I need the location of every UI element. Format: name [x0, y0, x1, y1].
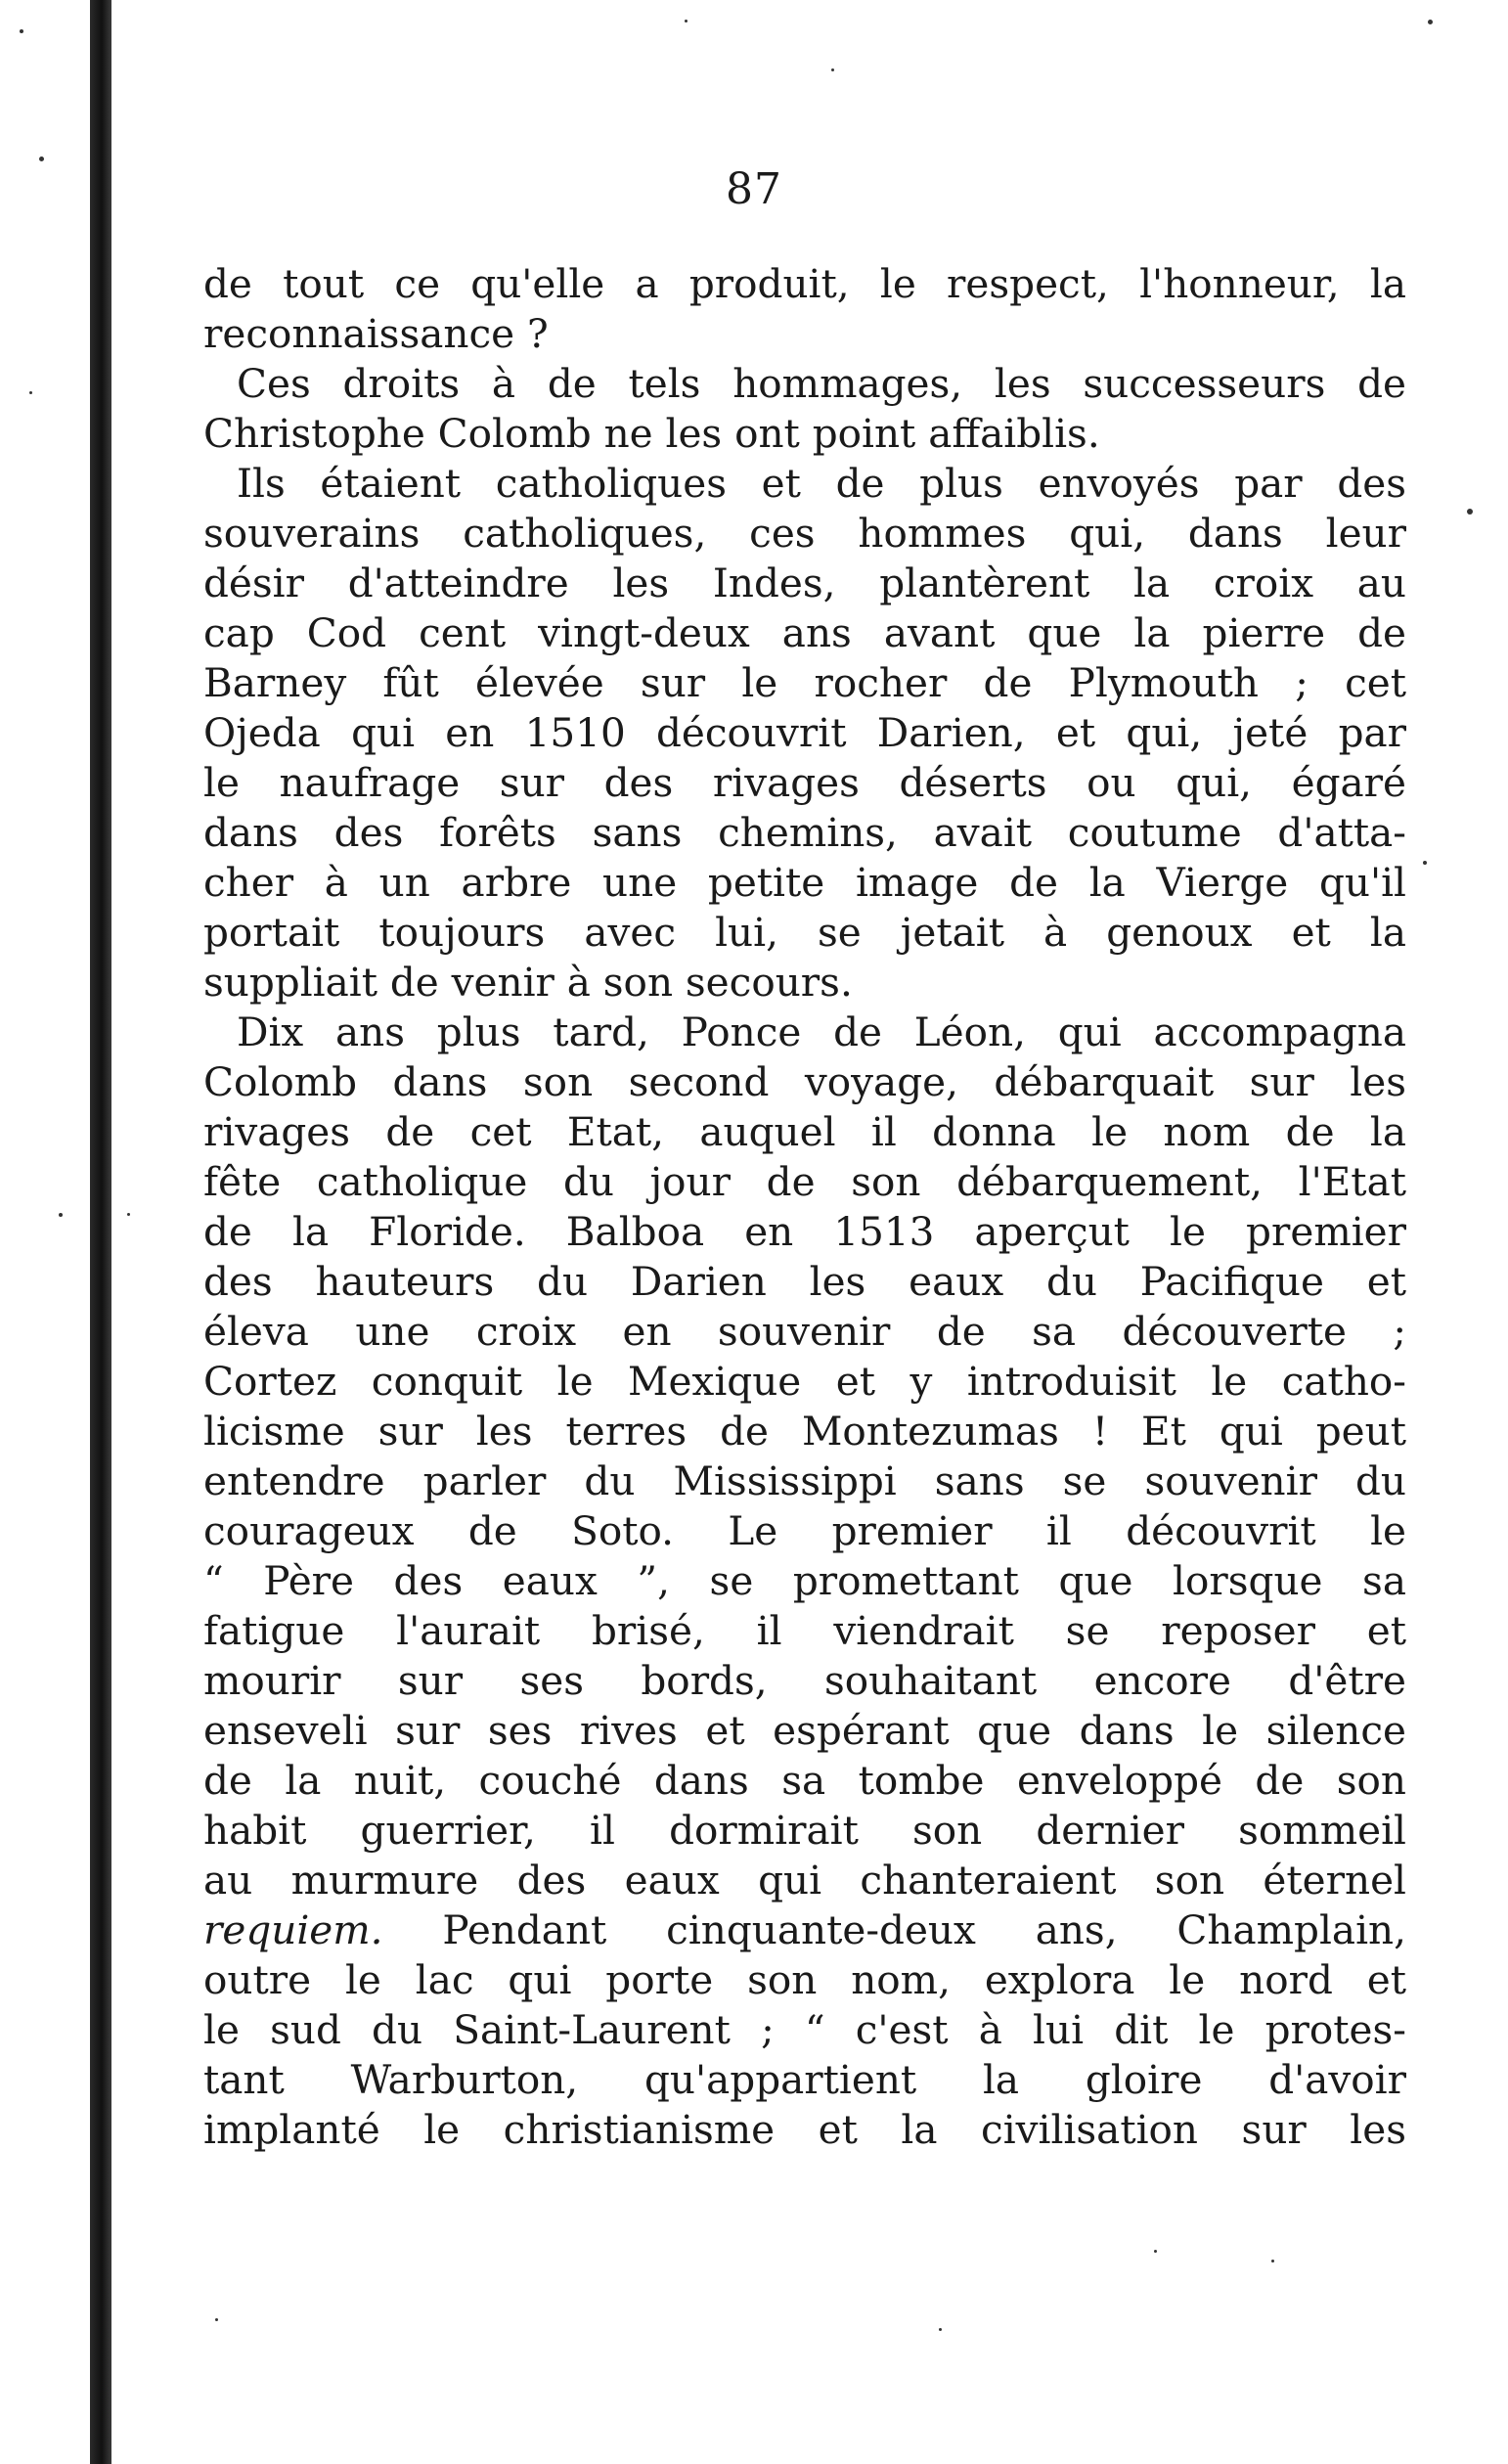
text-line: désir d'atteindre les Indes, plantèrent la croix au — [203, 560, 1406, 606]
text-line: fatigue l'aurait brisé, il viendrait se reposer et — [203, 1607, 1406, 1654]
scan-speck — [1467, 509, 1473, 515]
italic-word: requiem. — [203, 1906, 383, 1953]
scan-speck — [939, 2328, 942, 2331]
text-line: rivages de cet Etat, auquel il donna le nom de la — [203, 1108, 1406, 1155]
text-line: cap Cod cent vingt-deux ans avant que la pierre de — [203, 609, 1406, 656]
text-line: Dix ans plus tard, Ponce de Léon, qui accompagna — [237, 1008, 1406, 1055]
scan-speck — [1271, 2260, 1274, 2262]
page-number: 87 — [726, 164, 782, 214]
scan-speck — [1423, 861, 1427, 865]
scan-speck — [1154, 2250, 1157, 2253]
text-line: de la nuit, couché dans sa tombe enveloppé de son — [203, 1757, 1406, 1804]
text-line: souverains catholiques, ces hommes qui, dans leur — [203, 510, 1406, 557]
text-line: fête catholique du jour de son débarquement, l'Etat — [203, 1158, 1406, 1205]
text-line: reconnaissance ? — [203, 310, 549, 357]
text-line: entendre parler du Mississippi sans se souvenir du — [203, 1457, 1406, 1504]
text-line: Christophe Colomb ne les ont point affaiblis. — [203, 410, 1100, 457]
text-line: de la Floride. Balboa en 1513 aperçut le premier — [203, 1208, 1406, 1255]
text-line: implanté le christianisme et la civilisation sur les — [203, 2106, 1406, 2153]
scan-speck — [685, 20, 687, 22]
scan-speck — [59, 1213, 63, 1217]
text-line: dans des forêts sans chemins, avait coutume d'atta- — [203, 809, 1406, 856]
scan-speck — [831, 68, 834, 71]
text-line: éleva une croix en souvenir de sa découverte ; — [203, 1308, 1406, 1355]
text-line: tant Warburton, qu'appartient la gloire d'avoir — [203, 2056, 1406, 2103]
page-text-body — [203, 259, 1406, 2155]
text-line: Ils étaient catholiques et de plus envoyés par des — [237, 460, 1406, 507]
page-binding-edge — [90, 0, 111, 2464]
text-line: mourir sur ses bords, souhaitant encore d'être — [203, 1657, 1406, 1704]
text-line: Ojeda qui en 1510 découvrit Darien, et qui, jeté par — [203, 709, 1406, 756]
text-line: courageux de Soto. Le premier il découvrit le — [203, 1507, 1406, 1554]
scan-speck — [1428, 20, 1433, 24]
text-line: licisme sur les terres de Montezumas ! Et qui peut — [203, 1408, 1406, 1455]
text-line: Ces droits à de tels hommages, les successeurs de — [237, 360, 1406, 407]
text-line: le sud du Saint-Laurent ; “ c'est à lui dit le protes- — [203, 2006, 1406, 2053]
text-line: habit guerrier, il dormirait son dernier sommeil — [203, 1807, 1406, 1854]
text-line: requiem. Pendant cinquante-deux ans, Champlain, — [203, 1906, 1406, 1953]
text-line: outre le lac qui porte son nom, explora le nord et — [203, 1956, 1406, 2003]
text-line: enseveli sur ses rives et espérant que dans le silence — [203, 1707, 1406, 1754]
scan-speck — [215, 2318, 218, 2321]
text-line: des hauteurs du Darien les eaux du Pacifique et — [203, 1258, 1406, 1305]
text-line: au murmure des eaux qui chanteraient son éternel — [203, 1857, 1406, 1904]
scan-speck — [29, 391, 32, 394]
scan-speck — [127, 1213, 130, 1216]
text-line: Barney fût élevée sur le rocher de Plymouth ; cet — [203, 659, 1406, 706]
text-line: Colomb dans son second voyage, débarquait sur les — [203, 1058, 1406, 1105]
text-line: de tout ce qu'elle a produit, le respect, l'honneur, la — [203, 260, 1406, 307]
text-line: portait toujours avec lui, se jetait à genoux et la — [203, 909, 1406, 956]
text-line: Cortez conquit le Mexique et y introduisit le catho- — [203, 1358, 1406, 1405]
text-line: “ Père des eaux ”, se promettant que lorsque sa — [203, 1557, 1406, 1604]
scan-speck — [39, 157, 44, 161]
text-line: le naufrage sur des rivages déserts ou qui, égaré — [203, 759, 1406, 806]
text-line: suppliait de venir à son secours. — [203, 959, 853, 1006]
text-line: cher à un arbre une petite image de la Vierge qu'il — [203, 859, 1406, 906]
scan-speck — [20, 29, 23, 33]
